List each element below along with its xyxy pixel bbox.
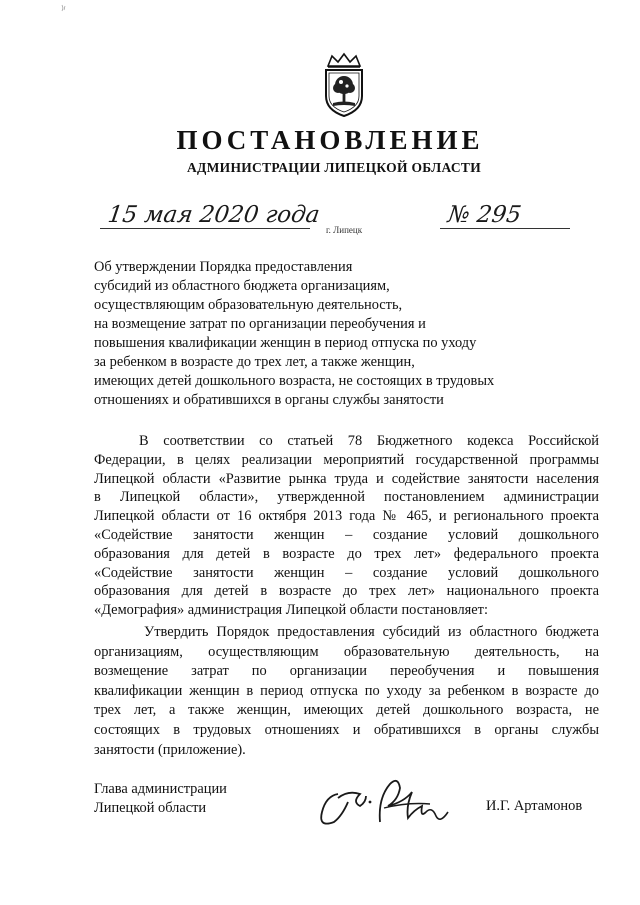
preamble-line: в Липецкой области», утвержденной постановлением администрации [94, 489, 599, 506]
decision-line: организациям, осуществляющим образовательную деятельность, на [94, 643, 599, 660]
handwritten-number: № 295 [446, 202, 523, 228]
handwritten-date: 15 мая 2020 года [106, 202, 322, 228]
preamble-line: «Содействие занятости женщин – создание условий дошкольного [94, 526, 599, 543]
decision-paragraph [94, 623, 599, 760]
decision-line: состоящих в трудовых отношениях и обратившихся в органы службы [94, 721, 599, 738]
scan-mark [60, 4, 68, 18]
decision-line: возмещение затрат по организации переобучения и повышения [94, 663, 599, 680]
signatory-position [94, 780, 227, 818]
number-underline [440, 228, 570, 229]
decision-line: Утвердить Порядок предоставления субсидий из областного бюджета [144, 624, 599, 640]
subject-line: повышения квалификации женщин в период отпуска по уходу [94, 335, 477, 351]
preamble-line: «Демография» администрация Липецкой области постановляет: [94, 602, 488, 619]
subject-line: Об утверждении Порядка предоставления [94, 259, 353, 275]
preamble-line: Липецкой области «Развитие рынка труда и содействие занятости населения [94, 470, 599, 487]
preamble-line: «Содействие занятости женщин – создание условий дошкольного [94, 564, 599, 581]
decision-line: трех лет, а также женщин, имеющих детей дошкольного возраста, не [94, 702, 599, 719]
city-label: г. Липецк [326, 225, 363, 235]
signatory-position-line: Глава администрации [94, 781, 227, 797]
subject-line: за ребенком в возрасте до трех лет, а также женщин, [94, 354, 415, 370]
date-underline [100, 228, 310, 229]
preamble-line: В соответствии со статьей 78 Бюджетного кодекса Российской [139, 433, 599, 449]
subject-line: отношениях и обратившихся в органы службы занятости [94, 392, 444, 408]
preamble-line: образования для детей в возрасте до трех лет» национального проекта [94, 583, 599, 600]
document-title: ПОСТАНОВЛЕНИЕ [176, 125, 484, 155]
subject-line: субсидий из областного бюджета организациям, [94, 278, 390, 294]
signatory-name: И.Г. Артамонов [486, 798, 583, 814]
decision-line: квалификации женщин в период отпуска по уходу за ребенком в возрасте до [94, 682, 599, 699]
preamble-paragraph [94, 432, 599, 620]
coat-of-arms-icon [318, 52, 370, 118]
document-subtitle: АДМИНИСТРАЦИИ ЛИПЕЦКОЙ ОБЛАСТИ [186, 160, 482, 175]
subject-line: имеющих детей дошкольного возраста, не состоящих в трудовых [94, 373, 495, 389]
subject-line: осуществляющим образовательную деятельность, [94, 297, 403, 313]
preamble-line: Липецкой области от 16 октября 2013 года № 465, и регионального проекта [94, 508, 599, 525]
decision-line: занятости (приложение). [94, 741, 246, 758]
subject-block [94, 258, 554, 410]
preamble-line: образования для детей в возрасте до трех лет» федерального проекта [94, 545, 599, 562]
subject-line: на возмещение затрат по организации переобучения и [94, 316, 426, 332]
preamble-line: Федерации, в целях реализации мероприятий государственной программы [94, 451, 599, 468]
signatory-position-line: Липецкой области [94, 800, 207, 816]
handwritten-signature [308, 772, 458, 842]
